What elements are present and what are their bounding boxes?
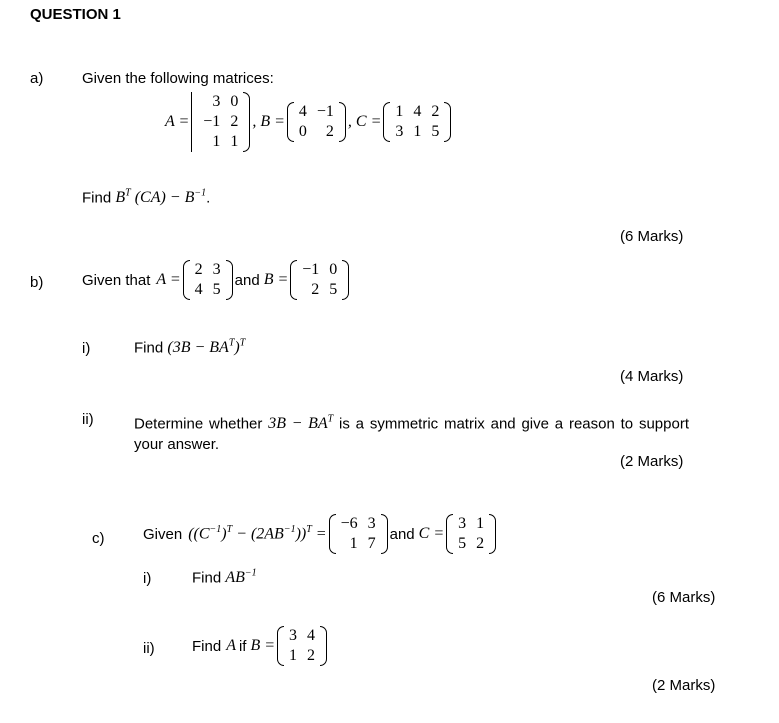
part-c-i-label: i) [143, 570, 152, 587]
matrix-entry: 3 [212, 261, 221, 278]
matrix-entry: 1 [349, 535, 358, 552]
matrix-entry: 0 [298, 123, 307, 140]
matrix-c [383, 102, 451, 142]
matrix-row [336, 514, 381, 534]
matrix-row [453, 514, 489, 534]
matrix-entry: 2 [325, 123, 334, 140]
matrix-c-ii-b [277, 626, 327, 666]
matrix-entry: 1 [212, 133, 221, 150]
matrix-entry: 2 [194, 261, 203, 278]
matrix-entry: 3 [458, 515, 467, 532]
matrix-row [336, 534, 381, 554]
matrix-entry: 2 [431, 103, 440, 120]
matrix-entry: 2 [311, 281, 320, 298]
matrix-entry: 0 [230, 93, 239, 110]
part-b-ii-label: ii) [82, 411, 94, 428]
question-title: QUESTION 1 [30, 6, 121, 23]
matrix-b-b [290, 260, 349, 300]
matrix-a [191, 92, 250, 152]
part-b-i-find: Find $(3B - BA^T)^T$ [134, 338, 246, 357]
part-a-matrices [165, 92, 453, 152]
matrix-entry: 3 [289, 627, 298, 644]
matrix-b-name: , B = [252, 113, 285, 130]
matrix-row [390, 122, 444, 142]
part-c-label: c) [92, 530, 105, 547]
matrix-row [284, 646, 320, 666]
matrix-row [297, 280, 342, 300]
matrix-entry: 4 [413, 103, 422, 120]
part-b-i-marks: (4 Marks) [620, 368, 684, 385]
matrix-b [287, 102, 346, 142]
matrix-entry: 1 [230, 133, 239, 150]
matrix-entry: 4 [298, 103, 307, 120]
matrix-entry: −6 [340, 515, 358, 532]
part-b-ii-marks: (2 Marks) [620, 453, 684, 470]
part-c-ii-label: ii) [143, 640, 155, 657]
matrix-entry: 2 [476, 535, 485, 552]
part-a-intro: Given the following matrices: [82, 70, 274, 87]
part-c-ii-find: Find A if B = 3 4 1 2 [192, 626, 329, 666]
matrix-entry: 4 [194, 281, 203, 298]
matrix-entry: 5 [212, 281, 221, 298]
matrix-entry: 5 [458, 535, 467, 552]
matrix-entry: 0 [329, 261, 338, 278]
part-c-i-find: Find $AB^{-1}$ [192, 568, 257, 587]
matrix-row [390, 102, 444, 122]
part-a-expression: $B^T$ $(CA) - B^{-1}$ [115, 188, 207, 207]
matrix-entry: 1 [395, 103, 404, 120]
matrix-entry: 5 [431, 123, 440, 140]
matrix-entry: 3 [367, 515, 376, 532]
matrix-row [198, 112, 243, 132]
matrix-c-m [329, 514, 388, 554]
part-b-i-expression: $(3B - BA^T)^T$ [167, 338, 246, 357]
matrix-entry: 1 [413, 123, 422, 140]
matrix-entry: 2 [230, 113, 239, 130]
matrix-row [198, 92, 243, 112]
part-b-given: Given that A = 2 3 4 5 and B = −1 0 2 5 [82, 260, 351, 300]
part-a-label: a) [30, 70, 44, 87]
matrix-entry: −1 [302, 261, 320, 278]
part-c-expression: $((C^{-1})^T - (2AB^{-1}))^T$ = [188, 524, 327, 543]
find-label: Find [82, 189, 112, 207]
matrix-row [284, 626, 320, 646]
matrix-b-a [183, 260, 233, 300]
part-a-marks: (6 Marks) [620, 228, 684, 245]
matrix-entry: 3 [395, 123, 404, 140]
matrix-entry: 7 [367, 535, 376, 552]
matrix-entry: 4 [307, 627, 316, 644]
matrix-row [190, 280, 226, 300]
matrix-entry: 5 [329, 281, 338, 298]
matrix-row [297, 260, 342, 280]
matrix-c-name: , C = [347, 113, 382, 130]
part-a-find: Find $B^T$ $(CA) - B^{-1}$. [82, 188, 211, 207]
part-c-given: Given $((C^{-1})^T - (2AB^{-1}))^T$ = −6 3 1 7 and C = 3 1 5 2 [143, 514, 498, 554]
part-b-label: b) [30, 274, 44, 291]
part-b-ii-text: Determine whether $3B - BA^T$ is a symmetric matrix and give a reason to support your answer. [134, 414, 689, 454]
matrix-row [294, 102, 339, 122]
matrix-row [453, 534, 489, 554]
matrix-row [294, 122, 339, 142]
part-c-ii-marks: (2 Marks) [652, 677, 716, 694]
matrix-row [198, 132, 243, 152]
matrix-entry: 1 [476, 515, 485, 532]
matrix-c-c [446, 514, 496, 554]
part-c-i-marks: (6 Marks) [652, 589, 716, 606]
matrix-entry: 2 [307, 647, 316, 664]
part-b-i-label: i) [82, 340, 91, 357]
matrix-row [190, 260, 226, 280]
matrix-entry: 1 [289, 647, 298, 664]
matrix-entry: 3 [212, 93, 221, 110]
matrix-entry: −1 [316, 103, 334, 120]
matrix-a-name: A = [165, 113, 190, 130]
matrix-entry: −1 [203, 113, 221, 130]
